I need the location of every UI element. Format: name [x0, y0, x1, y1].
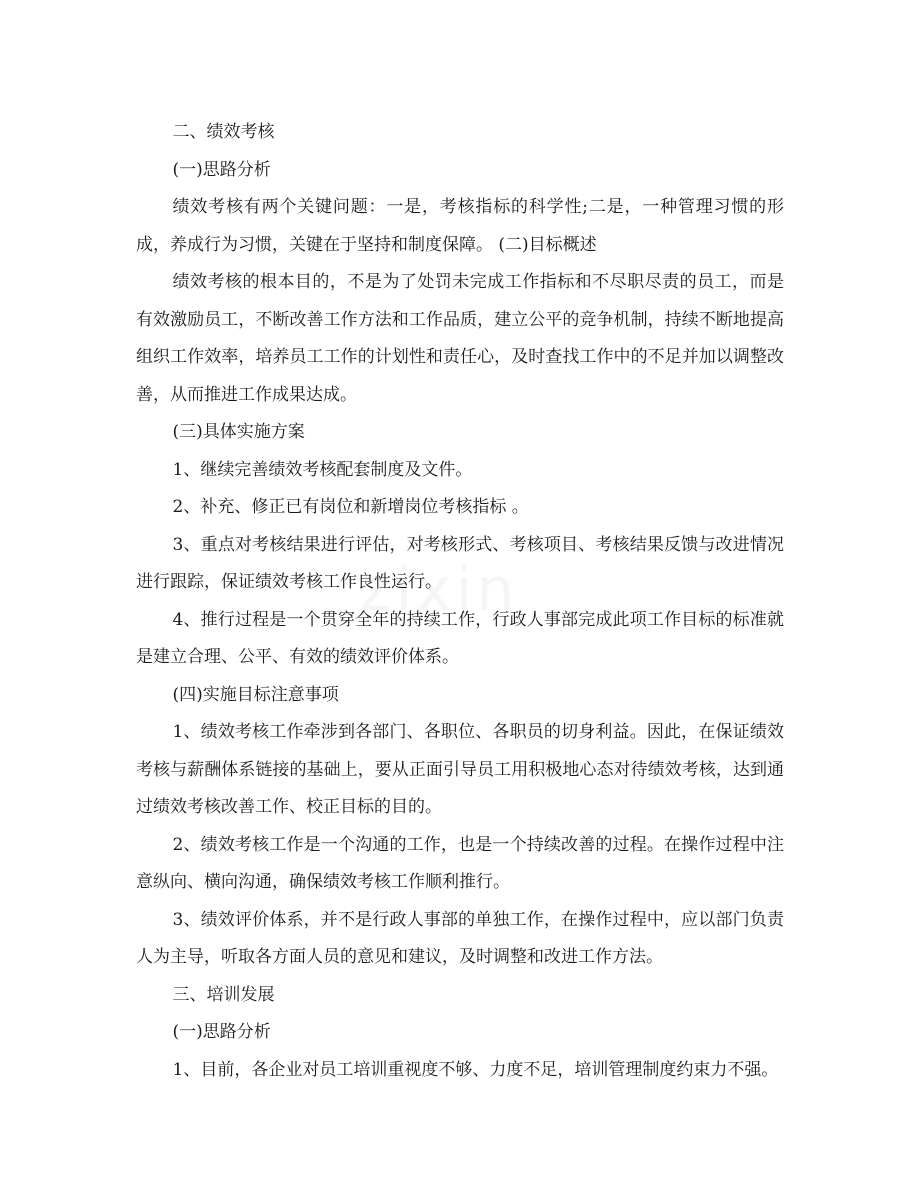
paragraph-fundamental-purpose: 绩效考核的根本目的，不是为了处罚未完成工作指标和不尽职尽责的员工，而是有效激励员工，不断改善工作方法和工作品质，建立公平的竞争机制，持续不断地提高组织工作效率，培养员工工作的计划性和责任心，及时查找工作中的不足并加以调整改善，从而推进工作成果达成。: [136, 272, 784, 405]
paragraph-key-issues: 绩效考核有两个关键问题：一是，考核指标的科学性;二是，一种管理习惯的形成，养成行为习惯，关键在于坚持和制度保障。 (二)目标概述: [136, 197, 784, 255]
subheading-notes: (四)实施目标注意事项: [172, 684, 339, 705]
list-item-2: 2、补充、修正已有岗位和新增岗位考核指标 。: [172, 497, 529, 517]
list-item-3: 3、重点对考核结果进行评估，对考核形式、考核项目、考核结果反馈与改进情况进行跟踪，保证绩效考核工作良性运行。: [136, 534, 784, 592]
notes-item-3: 3、绩效评价体系，并不是行政人事部的单独工作，在操作过程中，应以部门负责人为主导，听取各方面人员的意见和建议，及时调整和改进工作方法。: [136, 909, 784, 967]
list-item-1: 1、继续完善绩效考核配套制度及文件。: [172, 459, 473, 480]
document-body: [136, 114, 784, 1089]
section-heading-performance: 二、绩效考核: [172, 122, 275, 142]
notes-item-1: 1、绩效考核工作牵涉到各部门、各职位、各职员的切身利益。因此，在保证绩效考核与薪酬体系链接的基础上，要从正面引导员工用积极地心态对待绩效考核，达到通过绩效考核改善工作、校正目标的目的。: [136, 722, 784, 817]
subheading-training-analysis: (一)思路分析: [172, 1022, 271, 1042]
section-heading-training: 三、培训发展: [172, 984, 275, 1005]
notes-item-2: 2、绩效考核工作是一个沟通的工作，也是一个持续改善的过程。在操作过程中注意纵向、横向沟通，确保绩效考核工作顺利推行。: [136, 834, 784, 892]
training-item-1: 1、目前，各企业对员工培训重视度不够、力度不足，培训管理制度约束力不强。: [172, 1059, 779, 1080]
subheading-implementation-plan: (三)具体实施方案: [172, 422, 305, 442]
list-item-4: 4、推行过程是一个贯穿全年的持续工作，行政人事部完成此项工作目标的标准就是建立合理、公平、有效的绩效评价体系。: [136, 609, 784, 667]
subheading-approach-analysis: (一)思路分析: [172, 159, 271, 180]
